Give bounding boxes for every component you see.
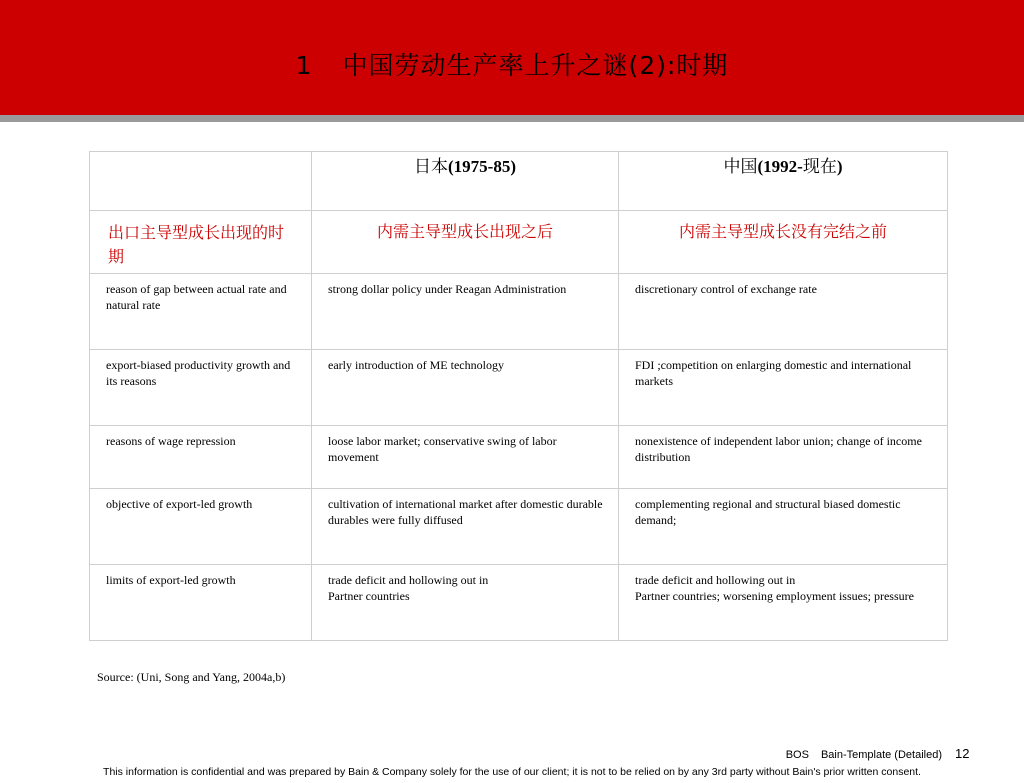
comparison-table-container [89, 151, 948, 641]
japan-cell: cultivation of international market after domestic durable durables were fully diffused [312, 489, 619, 565]
table-row [90, 274, 948, 350]
header-row [90, 152, 948, 211]
confidentiality-disclaimer: This information is confidential and was prepared by Bain & Company solely for the use of our client; it is not to be relied on by any 3rd party without Bain's prior written consent. [103, 766, 921, 778]
row-label-cell: reasons of wage repression [90, 426, 312, 489]
japan-cell: strong dollar policy under Reagan Administration [312, 274, 619, 350]
table-row [90, 489, 948, 565]
table-row [90, 426, 948, 489]
japan-cell: early introduction of ME technology [312, 350, 619, 426]
highlight-china-cell: 内需主导型成长没有完结之前 [619, 211, 948, 274]
china-cell: discretionary control of exchange rate [619, 274, 948, 350]
china-cell: complementing regional and structural biased domestic demand; [619, 489, 948, 565]
comparison-table [89, 151, 948, 641]
japan-cell: trade deficit and hollowing out in Partner countries [312, 565, 619, 641]
title-text: 中国劳动生产率上升之谜(2):时期 [342, 51, 729, 80]
footer-template-info [786, 749, 942, 761]
header-cell-china: 中国(1992-现在) [619, 152, 948, 211]
china-cell: trade deficit and hollowing out in Partner countries; worsening employment issues; pressure [619, 565, 948, 641]
source-note: Source: (Uni, Song and Yang, 2004a,b) [97, 670, 286, 684]
row-label-cell: export-biased productivity growth and its reasons [90, 350, 312, 426]
footer-org: BOS [785, 749, 809, 761]
highlight-label-cell: 出口主导型成长出现的时期 [90, 211, 312, 274]
table-row [90, 350, 948, 426]
banner-divider [0, 115, 1024, 122]
header-cell-empty [90, 152, 312, 211]
page-number: 12 [955, 746, 970, 761]
highlight-japan-cell: 内需主导型成长出现之后 [312, 211, 619, 274]
title-banner [0, 0, 1024, 115]
japan-cell: loose labor market; conservative swing of labor movement [312, 426, 619, 489]
row-label-cell: objective of export-led growth [90, 489, 312, 565]
section-number: 1 [295, 51, 313, 80]
footer-template: Bain-Template (Detailed) [820, 749, 942, 761]
highlight-row [90, 211, 948, 274]
row-label-cell: limits of export-led growth [90, 565, 312, 641]
header-cell-japan: 日本(1975-85) [312, 152, 619, 211]
china-cell: FDI ;competition on enlarging domestic and international markets [619, 350, 948, 426]
page-title [0, 46, 1024, 82]
china-cell: nonexistence of independent labor union; change of income distribution [619, 426, 948, 489]
row-label-cell: reason of gap between actual rate and natural rate [90, 274, 312, 350]
table-row [90, 565, 948, 641]
